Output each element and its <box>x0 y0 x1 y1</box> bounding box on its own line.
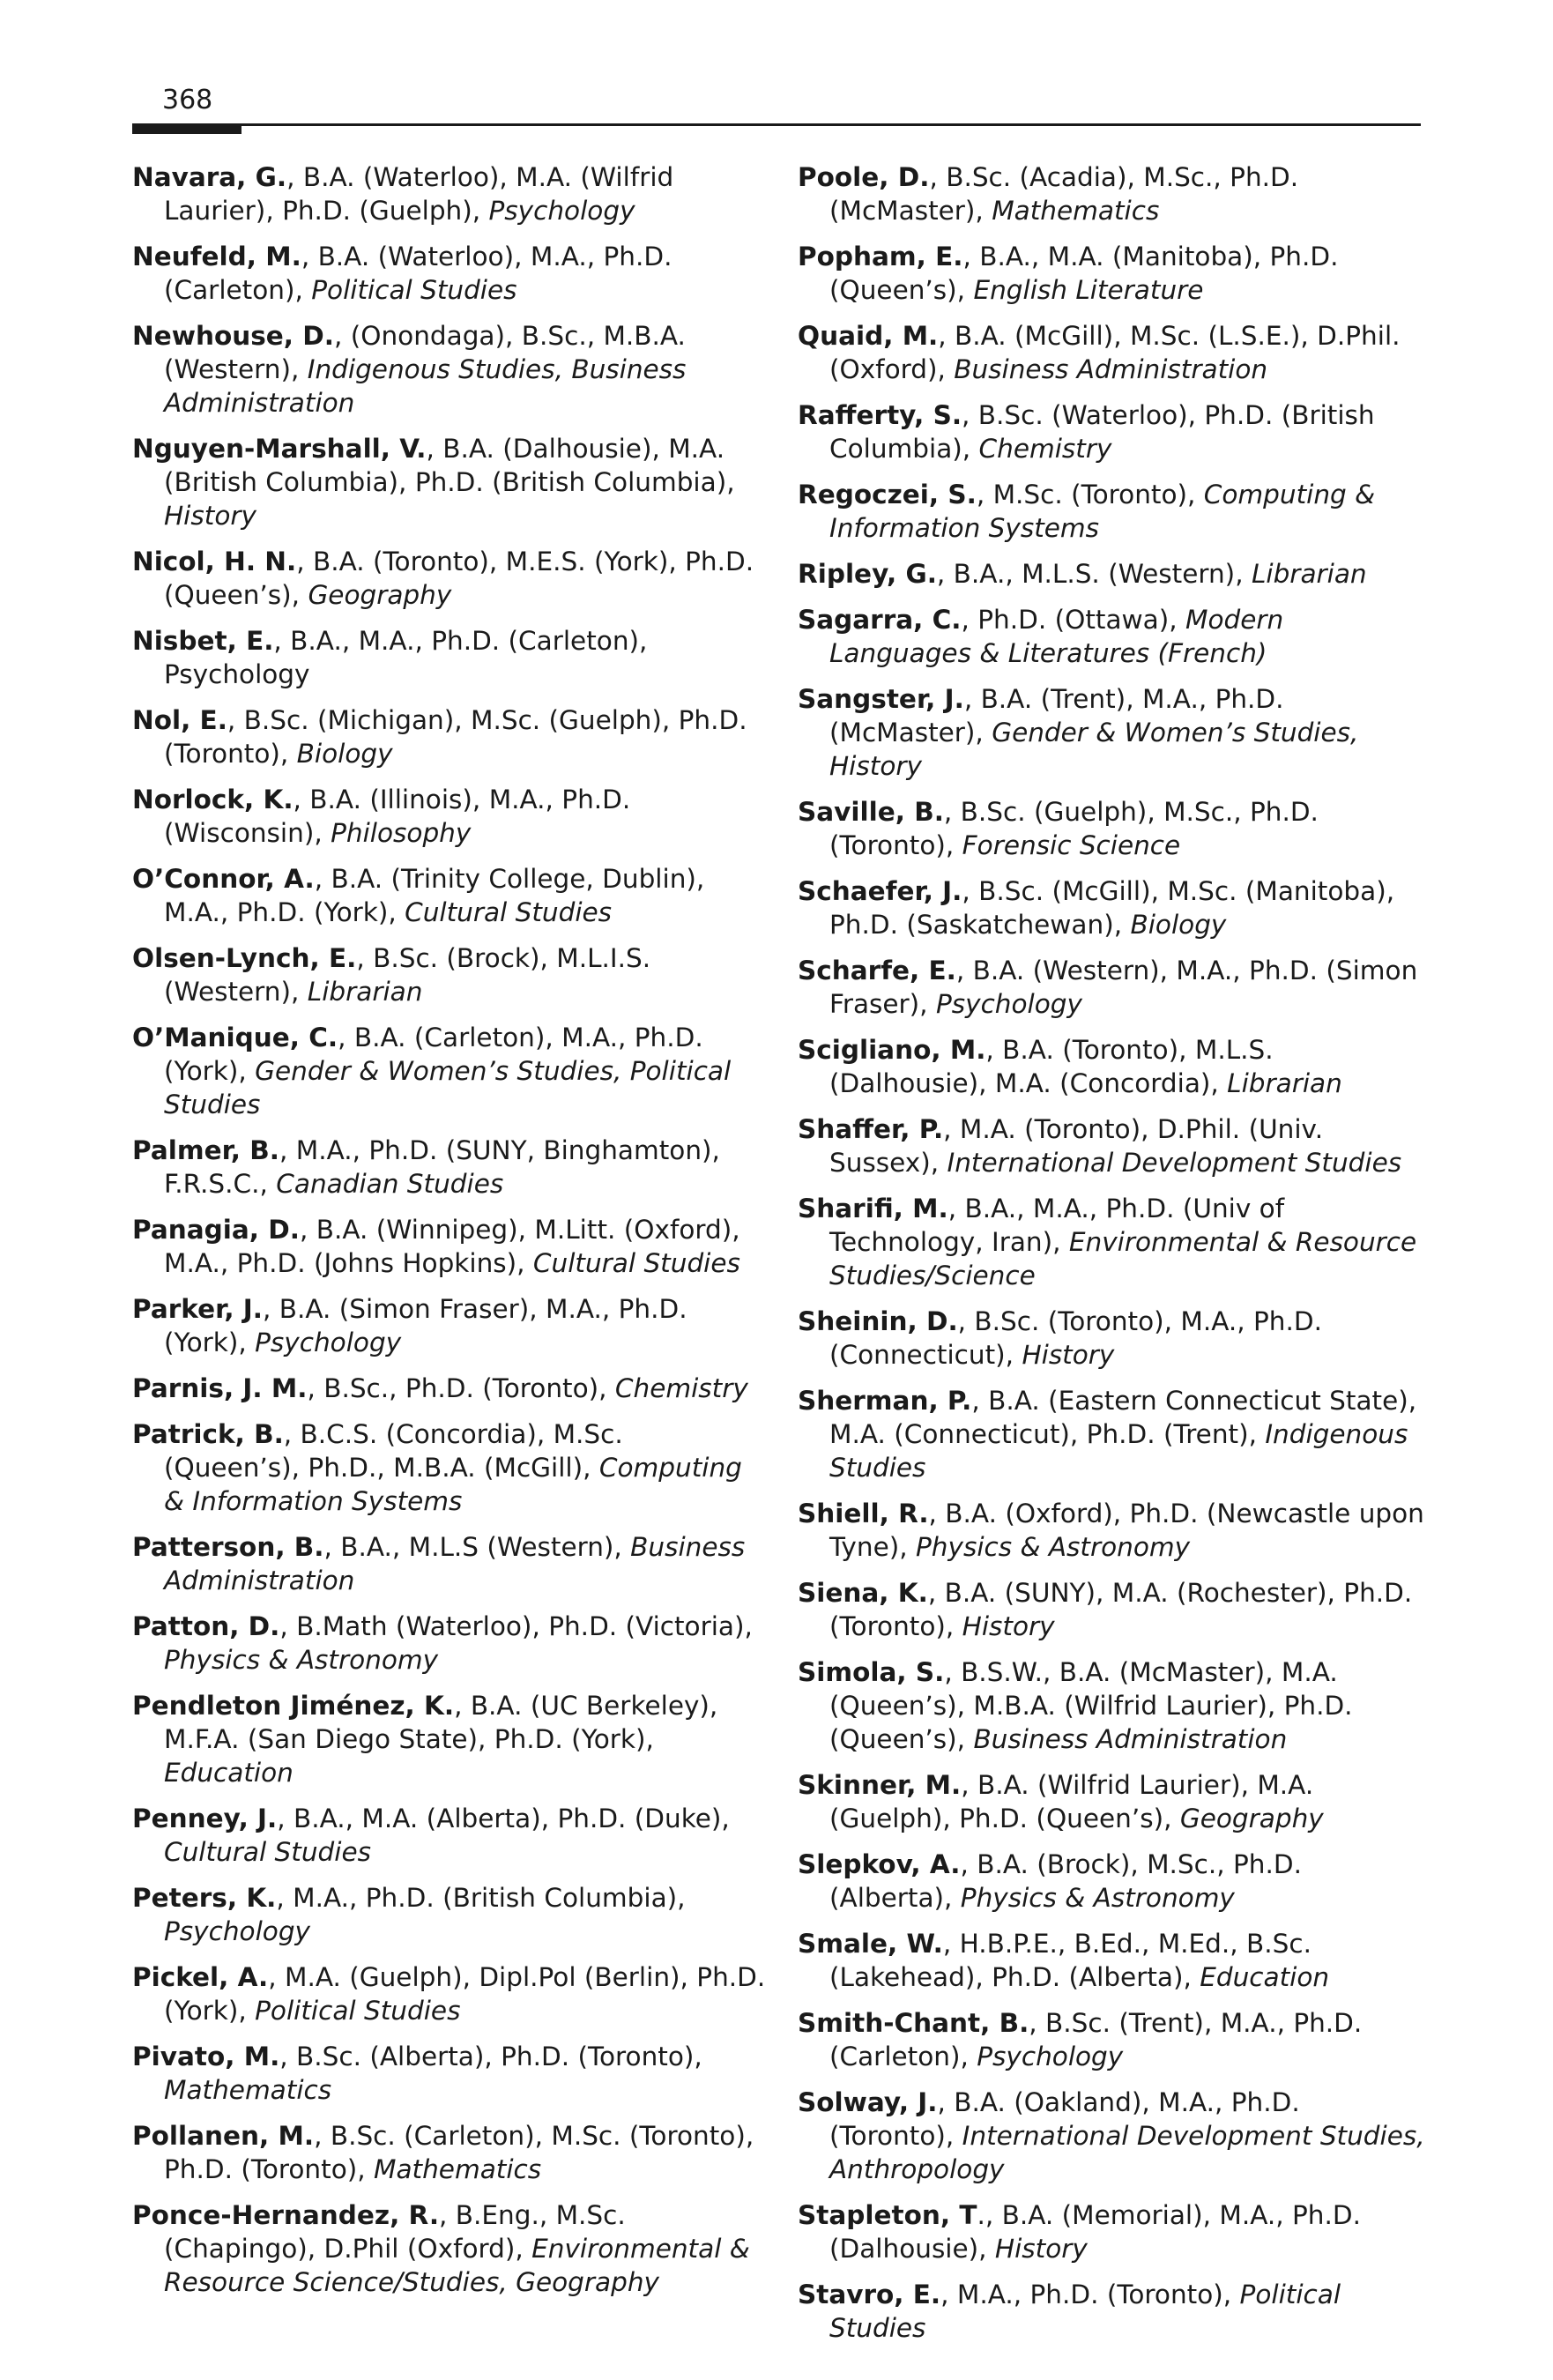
faculty-field: Psychology <box>935 989 1082 1019</box>
faculty-degrees: , B.A. (Waterloo), M.A. (Wilfrid Laurier), Ph.D. (Guelph), <box>164 162 674 226</box>
faculty-field: History <box>164 501 256 531</box>
faculty-degrees: , B.Sc. (Guelph), M.Sc., Ph.D. (Toronto), <box>829 797 1319 860</box>
faculty-field: Biology <box>1130 910 1227 940</box>
faculty-name: Norlock, K. <box>132 785 294 814</box>
faculty-field: Indigenous Studies, Business Administration <box>164 354 687 418</box>
faculty-field: Gender & Women’s Studies, Political Studies <box>164 1056 732 1119</box>
faculty-field: Political Studies <box>311 275 517 305</box>
directory-entry <box>798 1305 1432 1372</box>
faculty-field: Business Administration <box>954 354 1268 384</box>
directory-entry <box>132 941 767 1008</box>
faculty-degrees: , B.A. (Winnipeg), M.Litt. (Oxford), M.A., Ph.D. (Johns Hopkins), <box>164 1215 740 1278</box>
faculty-name: Patterson, B. <box>132 1532 324 1562</box>
faculty-name: Slepkov, A. <box>798 1849 961 1879</box>
faculty-name: Sangster, J. <box>798 684 964 714</box>
faculty-name: Shiell, R. <box>798 1499 929 1528</box>
faculty-name: Nguyen-Marshall, V. <box>132 434 427 464</box>
directory-entry <box>798 1112 1432 1179</box>
faculty-name: Stapleton, T <box>798 2200 977 2230</box>
directory-entry <box>798 2278 1432 2345</box>
faculty-name: Scigliano, M. <box>798 1035 986 1065</box>
faculty-name: Navara, G. <box>132 162 287 192</box>
faculty-field: Librarian <box>1227 1068 1342 1098</box>
faculty-field: Mathematics <box>164 2075 332 2105</box>
faculty-degrees: , B.A. (Toronto), M.L.S. (Dalhousie), M.A. (Concordia), <box>829 1035 1274 1098</box>
faculty-field: Psychology <box>488 196 635 226</box>
faculty-field: Environmental & Resource Studies/Science <box>829 1227 1417 1290</box>
faculty-name: Ponce-Hernandez, R. <box>132 2200 440 2230</box>
faculty-degrees: , M.A. (Toronto), D.Phil. (Univ. Sussex), <box>829 1114 1324 1178</box>
faculty-degrees: , B.C.S. (Concordia), M.Sc. (Queen’s), Ph.D., M.B.A. (McGill), <box>164 1419 623 1483</box>
faculty-name: Newhouse, D. <box>132 321 334 351</box>
page-number: 368 <box>162 85 213 115</box>
faculty-name: Pendleton Jiménez, K. <box>132 1691 455 1721</box>
faculty-degrees: , B.Math (Waterloo), Ph.D. (Victoria), <box>279 1611 753 1641</box>
faculty-field: Business Administration <box>973 1724 1288 1754</box>
directory-entry <box>798 398 1432 465</box>
faculty-name: Neufeld, M. <box>132 242 301 271</box>
faculty-field: Cultural Studies <box>164 1837 371 1867</box>
faculty-field: Biology <box>296 739 393 769</box>
faculty-name: Pollanen, M. <box>132 2121 315 2151</box>
directory-entry <box>132 319 767 420</box>
faculty-name: Patrick, B. <box>132 1419 284 1449</box>
faculty-degrees: , B.A. (Illinois), M.A., Ph.D. (Wisconsin), <box>164 785 631 848</box>
directory-entry <box>798 1384 1432 1484</box>
faculty-degrees: , B.A. (Wilfrid Laurier), M.A. (Guelph), Ph.D. (Queen’s), <box>829 1770 1314 1833</box>
directory-entry <box>132 783 767 850</box>
faculty-name: Poole, D. <box>798 162 930 192</box>
directory-entry <box>798 1768 1432 1835</box>
faculty-field: Computing & Information Systems <box>164 1453 742 1516</box>
faculty-name: Patton, D. <box>132 1611 280 1641</box>
faculty-degrees: , B.A., M.A., Ph.D. (Carleton), Psychology <box>164 626 648 689</box>
directory-entry <box>798 2006 1432 2073</box>
directory-entry <box>798 478 1432 545</box>
directory-entry <box>798 603 1432 670</box>
faculty-name: Skinner, M. <box>798 1770 962 1800</box>
directory-entry <box>798 557 1432 591</box>
directory-entry <box>132 1021 767 1121</box>
directory-column-left <box>132 160 767 2311</box>
faculty-field: Geography <box>308 580 452 610</box>
faculty-name: Peters, K. <box>132 1883 277 1913</box>
faculty-field: Education <box>164 1758 294 1788</box>
faculty-degrees: , B.A. (Simon Fraser), M.A., Ph.D. (York), <box>164 1294 687 1357</box>
faculty-field: Education <box>1200 1962 1330 1992</box>
directory-entry <box>132 1960 767 2027</box>
faculty-degrees: , B.Sc. (Carleton), M.Sc. (Toronto), Ph.D. (Toronto), <box>164 2121 754 2184</box>
faculty-field: English Literature <box>973 275 1204 305</box>
faculty-degrees: , B.Sc., Ph.D. (Toronto), <box>307 1373 615 1403</box>
faculty-name: Olsen-Lynch, E. <box>132 943 357 973</box>
directory-entry <box>798 2086 1432 2186</box>
directory-entry <box>798 795 1432 862</box>
faculty-field: Geography <box>1179 1804 1324 1833</box>
directory-entry <box>132 1372 767 1405</box>
faculty-degrees: , M.A., Ph.D. (Toronto), <box>940 2280 1240 2309</box>
faculty-name: O’Connor, A. <box>132 864 315 894</box>
faculty-degrees: , B.A., M.L.S. (Western), <box>936 559 1252 589</box>
faculty-name: O’Manique, C. <box>132 1023 338 1052</box>
faculty-name: Pickel, A. <box>132 1962 269 1992</box>
faculty-name: Regoczei, S. <box>798 480 977 509</box>
faculty-field: Environmental & Resource Science/Studies, Geography <box>164 2234 750 2297</box>
faculty-field: Political Studies <box>829 2280 1341 2343</box>
faculty-name: Quaid, M. <box>798 321 939 351</box>
directory-entry <box>132 703 767 770</box>
directory-entry <box>132 2198 767 2299</box>
faculty-name: Nisbet, E. <box>132 626 274 656</box>
directory-entry <box>798 1655 1432 1756</box>
faculty-degrees: , B.A. (Trent), M.A., Ph.D. (McMaster), <box>829 684 1284 747</box>
faculty-degrees: , B.Sc. (Waterloo), Ph.D. (British Columbia), <box>829 400 1375 464</box>
faculty-field: Chemistry <box>978 434 1112 464</box>
faculty-field: Physics & Astronomy <box>164 1645 439 1675</box>
directory-entry <box>132 1802 767 1869</box>
faculty-field: Psychology <box>977 2042 1124 2071</box>
faculty-field: International Development Studies <box>947 1148 1402 1178</box>
faculty-degrees: , B.A. (Trinity College, Dublin), M.A., Ph.D. (York), <box>164 864 705 927</box>
directory-entry <box>798 1033 1432 1100</box>
directory-entry <box>798 954 1432 1021</box>
faculty-degrees: , B.A. (Oakland), M.A., Ph.D. (Toronto), <box>829 2087 1300 2151</box>
faculty-name: Parker, J. <box>132 1294 263 1324</box>
faculty-name: Simola, S. <box>798 1657 945 1687</box>
faculty-name: Scharfe, E. <box>798 956 956 985</box>
faculty-field: Librarian <box>1251 559 1367 589</box>
header-rule-accent <box>132 123 241 134</box>
directory-entry <box>798 1927 1432 1994</box>
faculty-degrees: , B.A. (Brock), M.Sc., Ph.D. (Alberta), <box>829 1849 1302 1913</box>
faculty-field: Gender & Women’s Studies, History <box>829 718 1359 781</box>
faculty-field: Political Studies <box>255 1996 461 2026</box>
faculty-name: Sharifi, M. <box>798 1194 948 1223</box>
faculty-degrees: , H.B.P.E., B.Ed., M.Ed., B.Sc. (Lakehead), Ph.D. (Alberta), <box>829 1929 1312 1992</box>
directory-entry <box>798 682 1432 783</box>
directory-entry <box>798 240 1432 307</box>
faculty-name: Smith-Chant, B. <box>798 2008 1029 2038</box>
faculty-name: Siena, K. <box>798 1578 928 1608</box>
directory-entry <box>132 432 767 532</box>
faculty-name: Panagia, D. <box>132 1215 300 1245</box>
directory-entry <box>132 624 767 691</box>
faculty-name: Ripley, G. <box>798 559 937 589</box>
faculty-degrees: , B.A. (Carleton), M.A., Ph.D. (York), <box>164 1023 703 1086</box>
directory-entry <box>132 160 767 227</box>
faculty-field: Modern Languages & Literatures (French) <box>829 605 1284 668</box>
directory-entry <box>798 1848 1432 1915</box>
faculty-degrees: , B.Sc. (Alberta), Ph.D. (Toronto), <box>279 2042 702 2071</box>
directory-entry <box>132 1530 767 1597</box>
directory-entry <box>798 1497 1432 1564</box>
faculty-degrees: , B.Eng., M.Sc. (Chapingo), D.Phil (Oxford), <box>164 2200 626 2264</box>
faculty-degrees: , B.A. (Toronto), M.E.S. (York), Ph.D. (Queen’s), <box>164 547 754 610</box>
faculty-degrees: , Ph.D. (Ottawa), <box>961 605 1186 635</box>
faculty-name: Nicol, H. N. <box>132 547 297 576</box>
faculty-field: International Development Studies, Anthropology <box>829 2121 1425 2184</box>
faculty-degrees: , B.A. (Dalhousie), M.A. (British Columbia), Ph.D. (British Columbia), <box>164 434 735 497</box>
faculty-field: Business Administration <box>164 1532 746 1595</box>
faculty-degrees: , B.A. (Waterloo), M.A., Ph.D. (Carleton), <box>164 242 672 305</box>
faculty-degrees: ., B.A. (Memorial), M.A., Ph.D. (Dalhousie), <box>829 2200 1361 2264</box>
directory-entry <box>132 1292 767 1359</box>
directory-entry <box>132 1134 767 1201</box>
faculty-field: Indigenous Studies <box>829 1419 1408 1483</box>
directory-column-right <box>798 160 1432 2357</box>
faculty-field: Cultural Studies <box>532 1248 740 1278</box>
faculty-field: Mathematics <box>374 2154 542 2184</box>
faculty-name: Stavro, E. <box>798 2280 941 2309</box>
faculty-field: Psychology <box>164 1916 311 1946</box>
faculty-degrees: , B.A. (Oxford), Ph.D. (Newcastle upon Tyne), <box>829 1499 1424 1562</box>
faculty-degrees: , M.Sc. (Toronto), <box>976 480 1204 509</box>
faculty-degrees: , B.A., M.L.S (Western), <box>323 1532 631 1562</box>
faculty-degrees: , (Onondaga), B.Sc., M.B.A. (Western), <box>164 321 686 384</box>
directory-entry <box>132 862 767 929</box>
directory-entry <box>132 2119 767 2186</box>
directory-entry <box>132 1610 767 1677</box>
faculty-name: Sherman, P. <box>798 1386 972 1416</box>
directory-entry <box>132 1689 767 1789</box>
faculty-name: Shaffer, P. <box>798 1114 944 1144</box>
faculty-degrees: , B.A., M.A., Ph.D. (Univ of Technology, Iran), <box>829 1194 1285 1257</box>
faculty-field: History <box>1022 1340 1115 1370</box>
faculty-field: Forensic Science <box>962 830 1181 860</box>
directory-entry <box>798 160 1432 227</box>
faculty-degrees: , B.Sc. (Toronto), M.A., Ph.D. (Connecticut), <box>829 1306 1322 1370</box>
directory-entry <box>798 2198 1432 2265</box>
directory-entry <box>798 874 1432 941</box>
faculty-field: Canadian Studies <box>276 1169 504 1199</box>
faculty-degrees: , B.Sc. (Michigan), M.Sc. (Guelph), Ph.D. (Toronto), <box>164 705 747 769</box>
faculty-field: Psychology <box>255 1328 402 1357</box>
faculty-name: Parnis, J. M. <box>132 1373 308 1403</box>
faculty-degrees: , B.A. (McGill), M.Sc. (L.S.E.), D.Phil. (Oxford), <box>829 321 1401 384</box>
directory-entry <box>798 1576 1432 1643</box>
directory-entry <box>132 1881 767 1948</box>
faculty-field: Physics & Astronomy <box>916 1532 1191 1562</box>
faculty-field: Librarian <box>307 977 423 1007</box>
faculty-field: Computing & Information Systems <box>829 480 1376 543</box>
faculty-name: Sagarra, C. <box>798 605 962 635</box>
faculty-name: Penney, J. <box>132 1804 278 1833</box>
faculty-name: Popham, E. <box>798 242 963 271</box>
faculty-name: Schaefer, J. <box>798 876 962 906</box>
faculty-degrees: , B.A. (Western), M.A., Ph.D. (Simon Fraser), <box>829 956 1418 1019</box>
faculty-field: Cultural Studies <box>405 897 613 927</box>
directory-entry <box>132 2040 767 2107</box>
faculty-degrees: , B.A. (UC Berkeley), M.F.A. (San Diego State), Ph.D. (York), <box>164 1691 718 1754</box>
directory-entry <box>132 1213 767 1280</box>
faculty-degrees: , M.A. (Guelph), Dipl.Pol (Berlin), Ph.D. (York), <box>164 1962 766 2026</box>
faculty-degrees: , B.Sc. (Brock), M.L.I.S. (Western), <box>164 943 651 1007</box>
faculty-field: Physics & Astronomy <box>960 1883 1235 1913</box>
faculty-name: Palmer, B. <box>132 1135 279 1165</box>
faculty-name: Smale, W. <box>798 1929 943 1959</box>
faculty-name: Pivato, M. <box>132 2042 280 2071</box>
faculty-name: Sheinin, D. <box>798 1306 958 1336</box>
directory-entry <box>132 545 767 612</box>
faculty-degrees: , M.A., Ph.D. (SUNY, Binghamton), F.R.S.C., <box>164 1135 720 1199</box>
faculty-field: History <box>962 1611 1055 1641</box>
faculty-name: Rafferty, S. <box>798 400 962 430</box>
faculty-degrees: , M.A., Ph.D. (British Columbia), <box>276 1883 686 1913</box>
directory-entry <box>132 240 767 307</box>
faculty-field: Chemistry <box>614 1373 748 1403</box>
directory-entry <box>132 1417 767 1518</box>
faculty-degrees: , B.A., M.A. (Alberta), Ph.D. (Duke), <box>277 1804 730 1833</box>
faculty-degrees: , B.Sc. (Acadia), M.Sc., Ph.D. (McMaster), <box>829 162 1299 226</box>
directory-entry <box>798 319 1432 386</box>
faculty-degrees: , B.S.W., B.A. (McMaster), M.A. (Queen’s), M.B.A. (Wilfrid Laurier), Ph.D. (Queen’s), <box>829 1657 1353 1754</box>
faculty-field: Mathematics <box>992 196 1160 226</box>
directory-entry <box>798 1192 1432 1292</box>
faculty-degrees: , B.A., M.A. (Manitoba), Ph.D. (Queen’s), <box>829 242 1339 305</box>
faculty-field: History <box>994 2234 1088 2264</box>
faculty-degrees: , B.A. (SUNY), M.A. (Rochester), Ph.D. (Toronto), <box>829 1578 1413 1641</box>
faculty-field: Philosophy <box>331 818 472 848</box>
faculty-name: Saville, B. <box>798 797 944 827</box>
faculty-degrees: , B.Sc. (McGill), M.Sc. (Manitoba), Ph.D. (Saskatchewan), <box>829 876 1395 940</box>
faculty-degrees: , B.A. (Eastern Connecticut State), M.A. (Connecticut), Ph.D. (Trent), <box>829 1386 1417 1449</box>
faculty-degrees: , B.Sc. (Trent), M.A., Ph.D. (Carleton), <box>829 2008 1363 2071</box>
faculty-name: Nol, E. <box>132 705 227 735</box>
header-rule <box>132 123 1421 126</box>
faculty-name: Solway, J. <box>798 2087 938 2117</box>
